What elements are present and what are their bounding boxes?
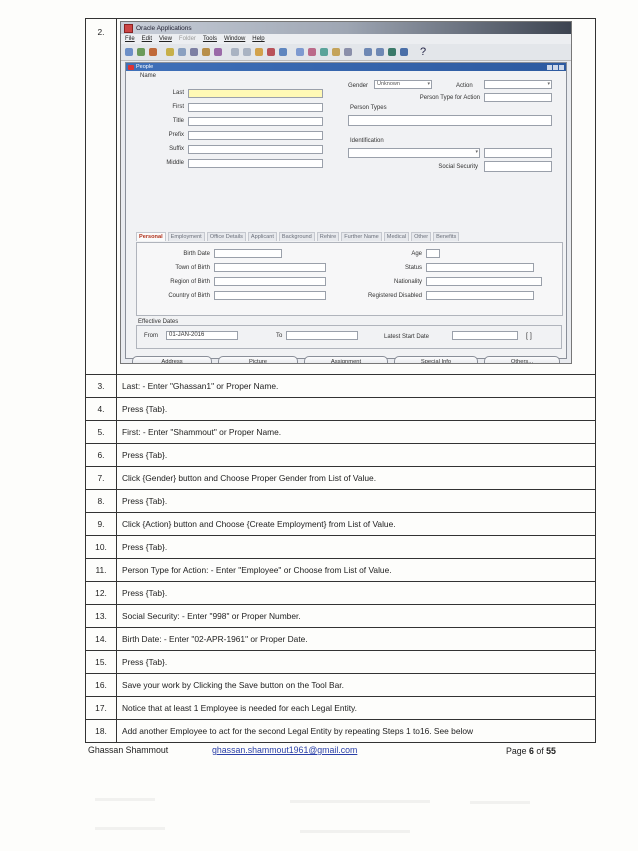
tab-personal[interactable]: Personal bbox=[136, 232, 166, 241]
cut-icon[interactable] bbox=[190, 48, 198, 56]
tab-medical[interactable]: Medical bbox=[384, 232, 409, 241]
assignment-button[interactable] bbox=[304, 356, 388, 364]
step-number: 15. bbox=[86, 651, 117, 674]
last-label: Last bbox=[172, 90, 184, 96]
form-window-controls bbox=[547, 65, 564, 70]
workflow-icon[interactable] bbox=[400, 48, 408, 56]
prefix-field[interactable] bbox=[188, 131, 323, 140]
title-label: Title bbox=[172, 118, 184, 124]
table-row bbox=[86, 490, 596, 513]
window-title: Oracle Applications bbox=[136, 24, 192, 32]
step-text: Press {Tab}. bbox=[117, 582, 596, 605]
minimize-icon[interactable] bbox=[547, 65, 552, 70]
form-title-bar bbox=[126, 63, 566, 71]
registered-disabled-label: Registered Disabled bbox=[367, 293, 422, 299]
identification-field-2[interactable] bbox=[484, 148, 552, 158]
suffix-label: Suffix bbox=[169, 146, 184, 152]
oracle-app-icon bbox=[124, 24, 133, 33]
table-row bbox=[86, 19, 596, 375]
translations-icon[interactable] bbox=[320, 48, 328, 56]
address-button-label: Address bbox=[161, 359, 183, 364]
window-title-bar bbox=[121, 22, 571, 34]
calendar-icon[interactable] bbox=[388, 48, 396, 56]
step-number: 11. bbox=[86, 559, 117, 582]
help-icon[interactable]: ? bbox=[420, 46, 427, 58]
close-icon[interactable] bbox=[559, 65, 564, 70]
print-icon[interactable] bbox=[166, 48, 174, 56]
footer-email-link[interactable]: ghassan.shammout1961@gmail.com bbox=[212, 745, 358, 755]
step-text: Click {Gender} button and Choose Proper Gender from List of Value. bbox=[117, 467, 596, 490]
form-tabs bbox=[136, 232, 459, 241]
bleed-through-mark bbox=[300, 830, 410, 833]
step-number: 5. bbox=[86, 421, 117, 444]
country-of-birth-label: Country of Birth bbox=[168, 293, 210, 299]
step-number: 13. bbox=[86, 605, 117, 628]
table-row bbox=[86, 582, 596, 605]
forward-icon[interactable] bbox=[243, 48, 251, 56]
step-number: 8. bbox=[86, 490, 117, 513]
assignment-button-label: Assignment bbox=[330, 359, 362, 364]
address-button[interactable] bbox=[132, 356, 212, 364]
table-row bbox=[86, 536, 596, 559]
first-label: First bbox=[172, 104, 184, 110]
step-text: Notice that at least 1 Employee is needed for each Legal Entity. bbox=[117, 697, 596, 720]
town-of-birth-label: Town of Birth bbox=[175, 265, 210, 271]
step-text: Social Security: - Enter "998" or Proper Number. bbox=[117, 605, 596, 628]
step-text: Last: - Enter "Ghassan1" or Proper Name. bbox=[117, 375, 596, 398]
tab-rehire[interactable]: Rehire bbox=[317, 232, 339, 241]
region-of-birth-field[interactable] bbox=[214, 277, 326, 286]
people-form bbox=[125, 62, 567, 364]
form-icon bbox=[128, 65, 134, 70]
bleed-through-mark bbox=[95, 798, 155, 801]
back-icon[interactable] bbox=[231, 48, 239, 56]
action-label: Action bbox=[456, 83, 473, 89]
save-icon[interactable] bbox=[149, 48, 157, 56]
step-number: 17. bbox=[86, 697, 117, 720]
step-number: 6. bbox=[86, 444, 117, 467]
social-security-field[interactable] bbox=[484, 161, 552, 172]
latest-start-date-label: Latest Start Date bbox=[384, 334, 430, 340]
window-icon[interactable] bbox=[364, 48, 372, 56]
page-total: 55 bbox=[546, 746, 556, 756]
prefix-label: Prefix bbox=[168, 132, 184, 138]
table-row bbox=[86, 513, 596, 536]
page-current: 6 bbox=[529, 746, 534, 756]
special-info-button[interactable] bbox=[394, 356, 478, 364]
step-text: Birth Date: - Enter "02-APR-1961" or Proper Date. bbox=[117, 628, 596, 651]
tool-bar bbox=[121, 44, 571, 61]
maximize-icon[interactable] bbox=[553, 65, 558, 70]
step-text: Press {Tab}. bbox=[117, 398, 596, 421]
region-of-birth-label: Region of Birth bbox=[170, 279, 210, 285]
bleed-through-mark bbox=[290, 800, 430, 803]
others-button[interactable] bbox=[484, 356, 560, 364]
birth-date-label: Birth Date bbox=[183, 251, 210, 257]
tab-background[interactable]: Background bbox=[279, 232, 315, 241]
step-number: 10. bbox=[86, 536, 117, 559]
step-number: 16. bbox=[86, 674, 117, 697]
table-row bbox=[86, 444, 596, 467]
step-text: Press {Tab}. bbox=[117, 444, 596, 467]
folder-tools-icon[interactable] bbox=[344, 48, 352, 56]
action-select[interactable] bbox=[484, 80, 552, 89]
navigator-icon[interactable] bbox=[137, 48, 145, 56]
table-row bbox=[86, 605, 596, 628]
step-text: Press {Tab}. bbox=[117, 651, 596, 674]
effective-dates-label: Effective Dates bbox=[138, 319, 179, 325]
page-prefix: Page bbox=[506, 746, 529, 756]
menu-bar bbox=[121, 34, 571, 44]
nationality-label: Nationality bbox=[393, 279, 422, 285]
special-info-button-label: Special Info bbox=[420, 359, 452, 364]
table-row bbox=[86, 421, 596, 444]
menu-edit[interactable]: Edit bbox=[141, 36, 153, 42]
table-row bbox=[86, 697, 596, 720]
step-text: First: - Enter "Shammout" or Proper Name. bbox=[117, 421, 596, 444]
menu-folder[interactable]: Folder bbox=[178, 36, 196, 42]
to-label: To bbox=[276, 333, 283, 339]
menu-window[interactable]: Window bbox=[223, 36, 246, 42]
title-field[interactable] bbox=[188, 117, 323, 126]
attachments-icon[interactable] bbox=[332, 48, 340, 56]
picture-button[interactable] bbox=[218, 356, 298, 364]
tab-benefits[interactable]: Benefits bbox=[433, 232, 459, 241]
step-text: Press {Tab}. bbox=[117, 490, 596, 513]
nationality-field[interactable] bbox=[426, 277, 542, 286]
latest-start-date-field[interactable] bbox=[452, 331, 518, 340]
table-row bbox=[86, 375, 596, 398]
birth-date-field[interactable] bbox=[214, 249, 282, 258]
delete-record-icon[interactable] bbox=[267, 48, 275, 56]
step-number: 18. bbox=[86, 720, 117, 743]
step-number: 3. bbox=[86, 375, 117, 398]
step-number: 7. bbox=[86, 467, 117, 490]
person-types-label: Person Types bbox=[350, 105, 387, 111]
registered-disabled-field[interactable] bbox=[426, 291, 534, 300]
identification-field[interactable] bbox=[348, 148, 480, 158]
middle-name-field[interactable] bbox=[188, 159, 323, 168]
from-date-field[interactable]: 01-JAN-2016 bbox=[166, 331, 238, 340]
first-name-field[interactable] bbox=[188, 103, 323, 112]
step-text: Add another Employee to act for the second Legal Entity by repeating Steps 1 to16. See below bbox=[117, 720, 596, 743]
table-row bbox=[86, 467, 596, 490]
tab-office-details[interactable]: Office Details bbox=[207, 232, 246, 241]
table-row bbox=[86, 559, 596, 582]
picture-button-label: Picture bbox=[248, 359, 268, 364]
person-type-for-action-label: Person Type for Action bbox=[419, 95, 480, 101]
tab-applicant[interactable]: Applicant bbox=[248, 232, 277, 241]
menu-tools[interactable]: Tools bbox=[202, 36, 217, 42]
table-row bbox=[86, 674, 596, 697]
others-button-label: Others... bbox=[510, 359, 534, 364]
status-label: Status bbox=[404, 265, 422, 271]
step-number: 9. bbox=[86, 513, 117, 536]
steps-table bbox=[85, 18, 596, 743]
tab-employment[interactable]: Employment bbox=[168, 232, 205, 241]
copy-icon[interactable] bbox=[202, 48, 210, 56]
age-label: Age bbox=[411, 251, 422, 257]
table-row bbox=[86, 651, 596, 674]
menu-file[interactable]: File bbox=[125, 36, 135, 42]
gender-select[interactable]: Unknown ▾ bbox=[374, 80, 432, 89]
to-date-field[interactable] bbox=[286, 331, 358, 340]
step-text: Person Type for Action: - Enter "Employee" or Choose from List of Value. bbox=[117, 559, 596, 582]
new-icon[interactable] bbox=[125, 48, 133, 56]
tab-further-name[interactable]: Further Name bbox=[341, 232, 382, 241]
step-text: Click {Action} button and Choose {Create Employment} from List of Value. bbox=[117, 513, 596, 536]
step-text: Press {Tab}. bbox=[117, 536, 596, 559]
step-number: 14. bbox=[86, 628, 117, 651]
zoom-icon[interactable] bbox=[308, 48, 316, 56]
from-label: From bbox=[144, 333, 158, 339]
step-number: 12. bbox=[86, 582, 117, 605]
footer-page-number bbox=[506, 746, 556, 756]
screenshot-cell bbox=[117, 19, 596, 375]
status-field[interactable] bbox=[426, 263, 534, 272]
oracle-window bbox=[120, 21, 572, 364]
form-title: People bbox=[136, 64, 154, 70]
table-row bbox=[86, 720, 596, 743]
table-row bbox=[86, 628, 596, 651]
table-row bbox=[86, 398, 596, 421]
edit-field-icon[interactable] bbox=[296, 48, 304, 56]
new-record-icon[interactable] bbox=[255, 48, 263, 56]
gender-label: Gender bbox=[348, 83, 369, 89]
name-section-label: Name bbox=[140, 73, 157, 79]
step-text: Save your work by Clicking the Save button on the Tool Bar. bbox=[117, 674, 596, 697]
bracket-field[interactable]: [ ] bbox=[526, 333, 532, 340]
menu-help[interactable]: Help bbox=[252, 36, 265, 42]
footer-author: Ghassan Shammout bbox=[88, 745, 169, 755]
identification-label: Identification bbox=[350, 138, 384, 144]
step-number: 2. bbox=[86, 19, 117, 375]
social-security-label: Social Security bbox=[438, 164, 478, 170]
age-field[interactable] bbox=[426, 249, 440, 258]
tab-other[interactable]: Other bbox=[411, 232, 431, 241]
clear-record-icon[interactable] bbox=[279, 48, 287, 56]
bleed-through-mark bbox=[470, 801, 530, 804]
suffix-field[interactable] bbox=[188, 145, 323, 154]
menu-view[interactable]: View bbox=[159, 36, 172, 42]
middle-label: Middle bbox=[166, 160, 184, 166]
paste-icon[interactable] bbox=[214, 48, 222, 56]
town-of-birth-field[interactable] bbox=[214, 263, 326, 272]
person-types-field[interactable] bbox=[348, 115, 552, 126]
window-icon[interactable] bbox=[376, 48, 384, 56]
person-type-for-action-field[interactable] bbox=[484, 93, 552, 102]
last-name-field[interactable] bbox=[188, 89, 323, 98]
close-form-icon[interactable] bbox=[178, 48, 186, 56]
page-mid: of bbox=[533, 746, 547, 756]
country-of-birth-field[interactable] bbox=[214, 291, 326, 300]
step-number: 4. bbox=[86, 398, 117, 421]
bleed-through-mark bbox=[95, 827, 165, 830]
